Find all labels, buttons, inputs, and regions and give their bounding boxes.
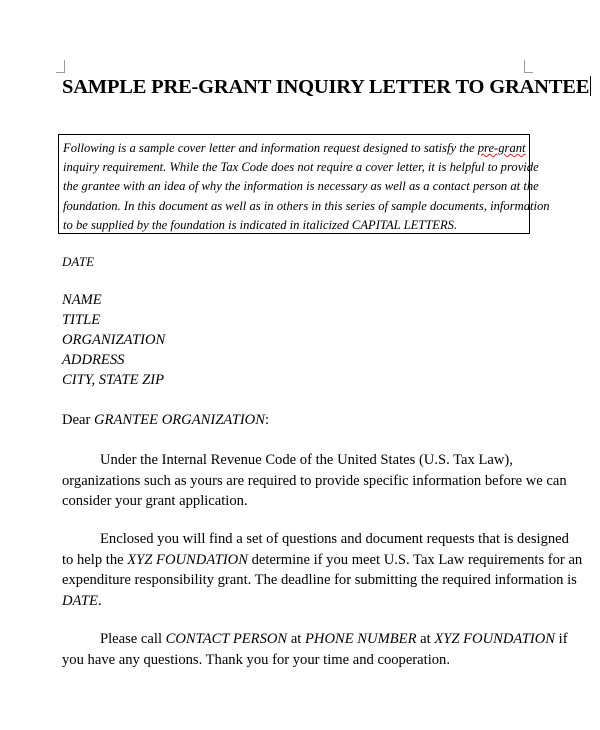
body-paragraph-2 xyxy=(62,529,583,611)
address-organization: ORGANIZATION xyxy=(62,332,166,348)
p2-line-2-c: determine if you meet U.S. Tax Law requirements for an xyxy=(247,551,583,568)
note-line-2: inquiry requirement. While the Tax Code does not require a cover letter, it is helpful to provide xyxy=(63,160,539,175)
p2-line-4 xyxy=(62,591,532,612)
p1-line-2: organizations such as yours are required to provide specific information before we can xyxy=(62,472,567,489)
p2-line-1: Enclosed you will find a set of questions and document requests that is designed xyxy=(100,531,569,547)
instruction-note-box xyxy=(58,134,550,234)
body-paragraph-1 xyxy=(62,450,567,512)
text-cursor xyxy=(590,76,591,96)
crop-mark-top-left xyxy=(56,60,65,73)
note-line-1 xyxy=(63,139,526,158)
note-line-4: foundation. In this document as well as in others in this series of sample documents, information xyxy=(63,198,550,213)
p3-c: at xyxy=(287,631,306,647)
p3-line-2: you have any questions. Thank you for your time and cooperation. xyxy=(62,651,450,668)
salutation-prefix: Dear xyxy=(62,412,95,428)
p3-phone-number: PHONE NUMBER xyxy=(305,631,417,647)
p2-line-2-a: to help the xyxy=(62,551,128,568)
p2-period: . xyxy=(97,592,102,609)
p3-line-1 xyxy=(62,629,568,650)
salutation-suffix: : xyxy=(264,412,270,428)
address-city-state-zip: CITY, STATE ZIP xyxy=(62,372,165,388)
crop-mark-top-right xyxy=(524,60,533,73)
salutation-name: GRANTEE ORGANIZATION xyxy=(94,412,265,428)
body-paragraph-3 xyxy=(62,629,568,670)
p2-foundation: XYZ FOUNDATION xyxy=(127,551,248,568)
p1-line-1: Under the Internal Revenue Code of the United States (U.S. Tax Law), xyxy=(100,452,513,468)
p2-line-2 xyxy=(62,550,583,571)
p3-g: if xyxy=(555,631,568,647)
note-line-1-text: Following is a sample cover letter and information request designed to satisfy the xyxy=(63,141,478,155)
p1-line-3: consider your grant application. xyxy=(62,493,248,509)
document-title xyxy=(62,76,590,99)
address-street: ADDRESS xyxy=(62,352,125,368)
address-title: TITLE xyxy=(62,312,101,328)
note-line-5: to be supplied by the foundation is indicated in italicized CAPITAL LETTERS. xyxy=(63,217,458,232)
spellcheck-word: pre-grant xyxy=(477,141,526,155)
p3-contact-person: CONTACT PERSON xyxy=(165,631,288,647)
recipient-address xyxy=(62,290,165,390)
p2-line-3: expenditure responsibility grant. The deadline for submitting the required information is xyxy=(62,572,577,588)
p3-foundation: XYZ FOUNDATION xyxy=(434,631,556,647)
p3-e: at xyxy=(416,631,435,647)
title-text: SAMPLE PRE-GRANT INQUIRY LETTER TO GRANTEE xyxy=(62,76,590,98)
salutation xyxy=(62,410,269,430)
address-name: NAME xyxy=(62,292,102,308)
p2-date: DATE xyxy=(62,592,98,609)
p3-a: Please call xyxy=(100,631,166,647)
date-placeholder: DATE xyxy=(62,254,95,269)
note-line-3: the grantee with an idea of why the information is necessary as well as a contact person at the xyxy=(63,179,539,194)
